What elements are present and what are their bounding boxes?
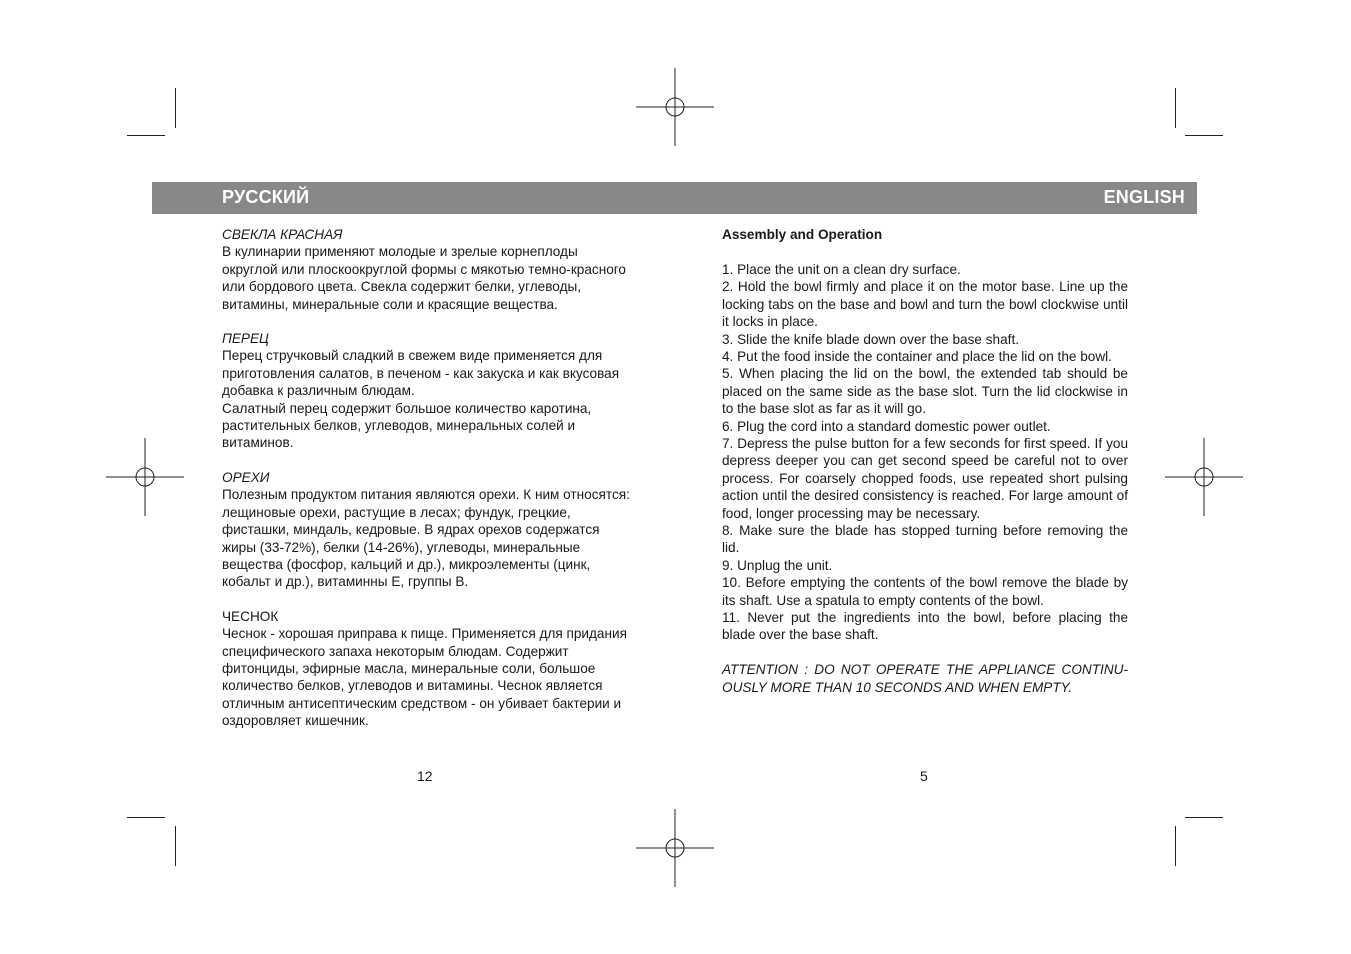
section-title: ПЕРЕЦ: [222, 331, 269, 347]
section-paragraph: Салатный перец содержит большое количество каротина, растительных белков, углеводов, минеральных солей и витаминов.: [222, 400, 592, 451]
crop-mark: [175, 826, 176, 866]
crop-mark: [1175, 826, 1176, 866]
crop-mark: [1185, 135, 1223, 136]
section-paragraph: Полезным продуктом питания являются орехи. К ним относятся: лещиновые орехи, растущие в лесах; фундук, грецкие, фисташки, миндаль, кедровые. В ядрах орехов содержатся жиры (33-72%), белки (14-26%), углеводы, минеральные вещества (фосфор, кальций и др.), микроэлементы (цинк, кобальт и др.), витаминны Е, группы В.: [222, 487, 630, 590]
section-pepper: [222, 330, 632, 452]
section-beet: [222, 226, 632, 313]
language-label-russian: РУССКИЙ: [222, 187, 310, 207]
registration-mark-right: [1165, 438, 1243, 516]
crop-mark: [127, 135, 165, 136]
russian-column: [222, 226, 632, 730]
list-item: 4. Put the food inside the container and place the lid on the bowl.: [722, 348, 1112, 364]
page-number-left: 12: [417, 768, 433, 784]
list-item: 6. Plug the cord into a standard domestic power outlet.: [722, 418, 1051, 434]
crop-mark: [1185, 817, 1223, 818]
list-item: 8. Make sure the blade has stopped turning before removing the lid.: [722, 523, 1128, 556]
section-paragraph: Перец стручковый сладкий в свежем виде применяется для приготовления салатов, в печеном - как закуска и как вкусовая добавка к различным блюдам.: [222, 348, 620, 399]
steps-list: [722, 261, 1128, 644]
section-heading: Assembly and Operation: [722, 227, 883, 242]
list-item: 1. Place the unit on a clean dry surface.: [722, 261, 961, 277]
registration-mark-bottom: [636, 809, 714, 887]
english-column: [722, 226, 1128, 696]
registration-mark-left: [106, 438, 184, 516]
list-item: 3. Slide the knife blade down over the base shaft.: [722, 331, 1019, 347]
list-item: 5. When placing the lid on the bowl, the extended tab should be placed on the same side as the base slot. Turn the lid clockwise in to the base slot as far as it will go.: [722, 366, 1128, 417]
crop-mark: [175, 88, 176, 128]
section-paragraph: В кулинарии применяют молодые и зрелые корнеплоды округлой или плоскоокруглой формы с мякотью темно-красного или бордового цвета. Свекла содержит белки, углеводы, витамины, минеральные соли и красящие вещества.: [222, 244, 626, 312]
language-header-band: [152, 182, 1197, 214]
section-title: ОРЕХИ: [222, 469, 270, 485]
list-item: 7. Depress the pulse button for a few seconds for first speed. If you depress deeper you can get second speed be careful not to over process. For coarsely chopped foods, use repeated short pulsing action until the desired consistency is reached. For large amount of food, longer processing may be necessary.: [722, 435, 1128, 521]
section-title: ЧЕСНОК: [222, 608, 279, 624]
list-item: 11. Never put the ingredients into the bowl, before placing the blade over the base shaft.: [722, 610, 1128, 643]
attention-note: ATTENTION : DO NOT OPERATE THE APPLIANCE CONTINU-OUSLY MORE THAN 10 SECONDS AND WHEN EMPTY.: [722, 662, 1128, 695]
list-item: 9. Unplug the unit.: [722, 557, 833, 573]
section-paragraph: Чеснок - хорошая приправа к пище. Применяется для придания специфического запаха некоторым блюдам. Содержит фитонциды, эфирные масла, минеральные соли, большое количество белков, углеводов и витамины. Чеснок является отличным антисептическим средством - он убивает бактерии и оздоровляет кишечник.: [222, 626, 627, 729]
section-title: СВЕКЛА КРАСНАЯ: [222, 227, 343, 242]
section-nuts: [222, 469, 632, 591]
section-garlic: [222, 608, 632, 730]
registration-mark-top: [636, 68, 714, 146]
crop-mark: [127, 817, 165, 818]
list-item: 10. Before emptying the contents of the bowl remove the blade by its shaft. Use a spatula to empty contents of the bowl.: [722, 575, 1128, 608]
language-label-english: ENGLISH: [1103, 187, 1185, 207]
list-item: 2. Hold the bowl firmly and place it on the motor base. Line up the locking tabs on the base and bowl and turn the bowl clockwise until it locks in place.: [722, 279, 1128, 330]
crop-mark: [1175, 88, 1176, 128]
page-number-right: 5: [920, 768, 928, 784]
